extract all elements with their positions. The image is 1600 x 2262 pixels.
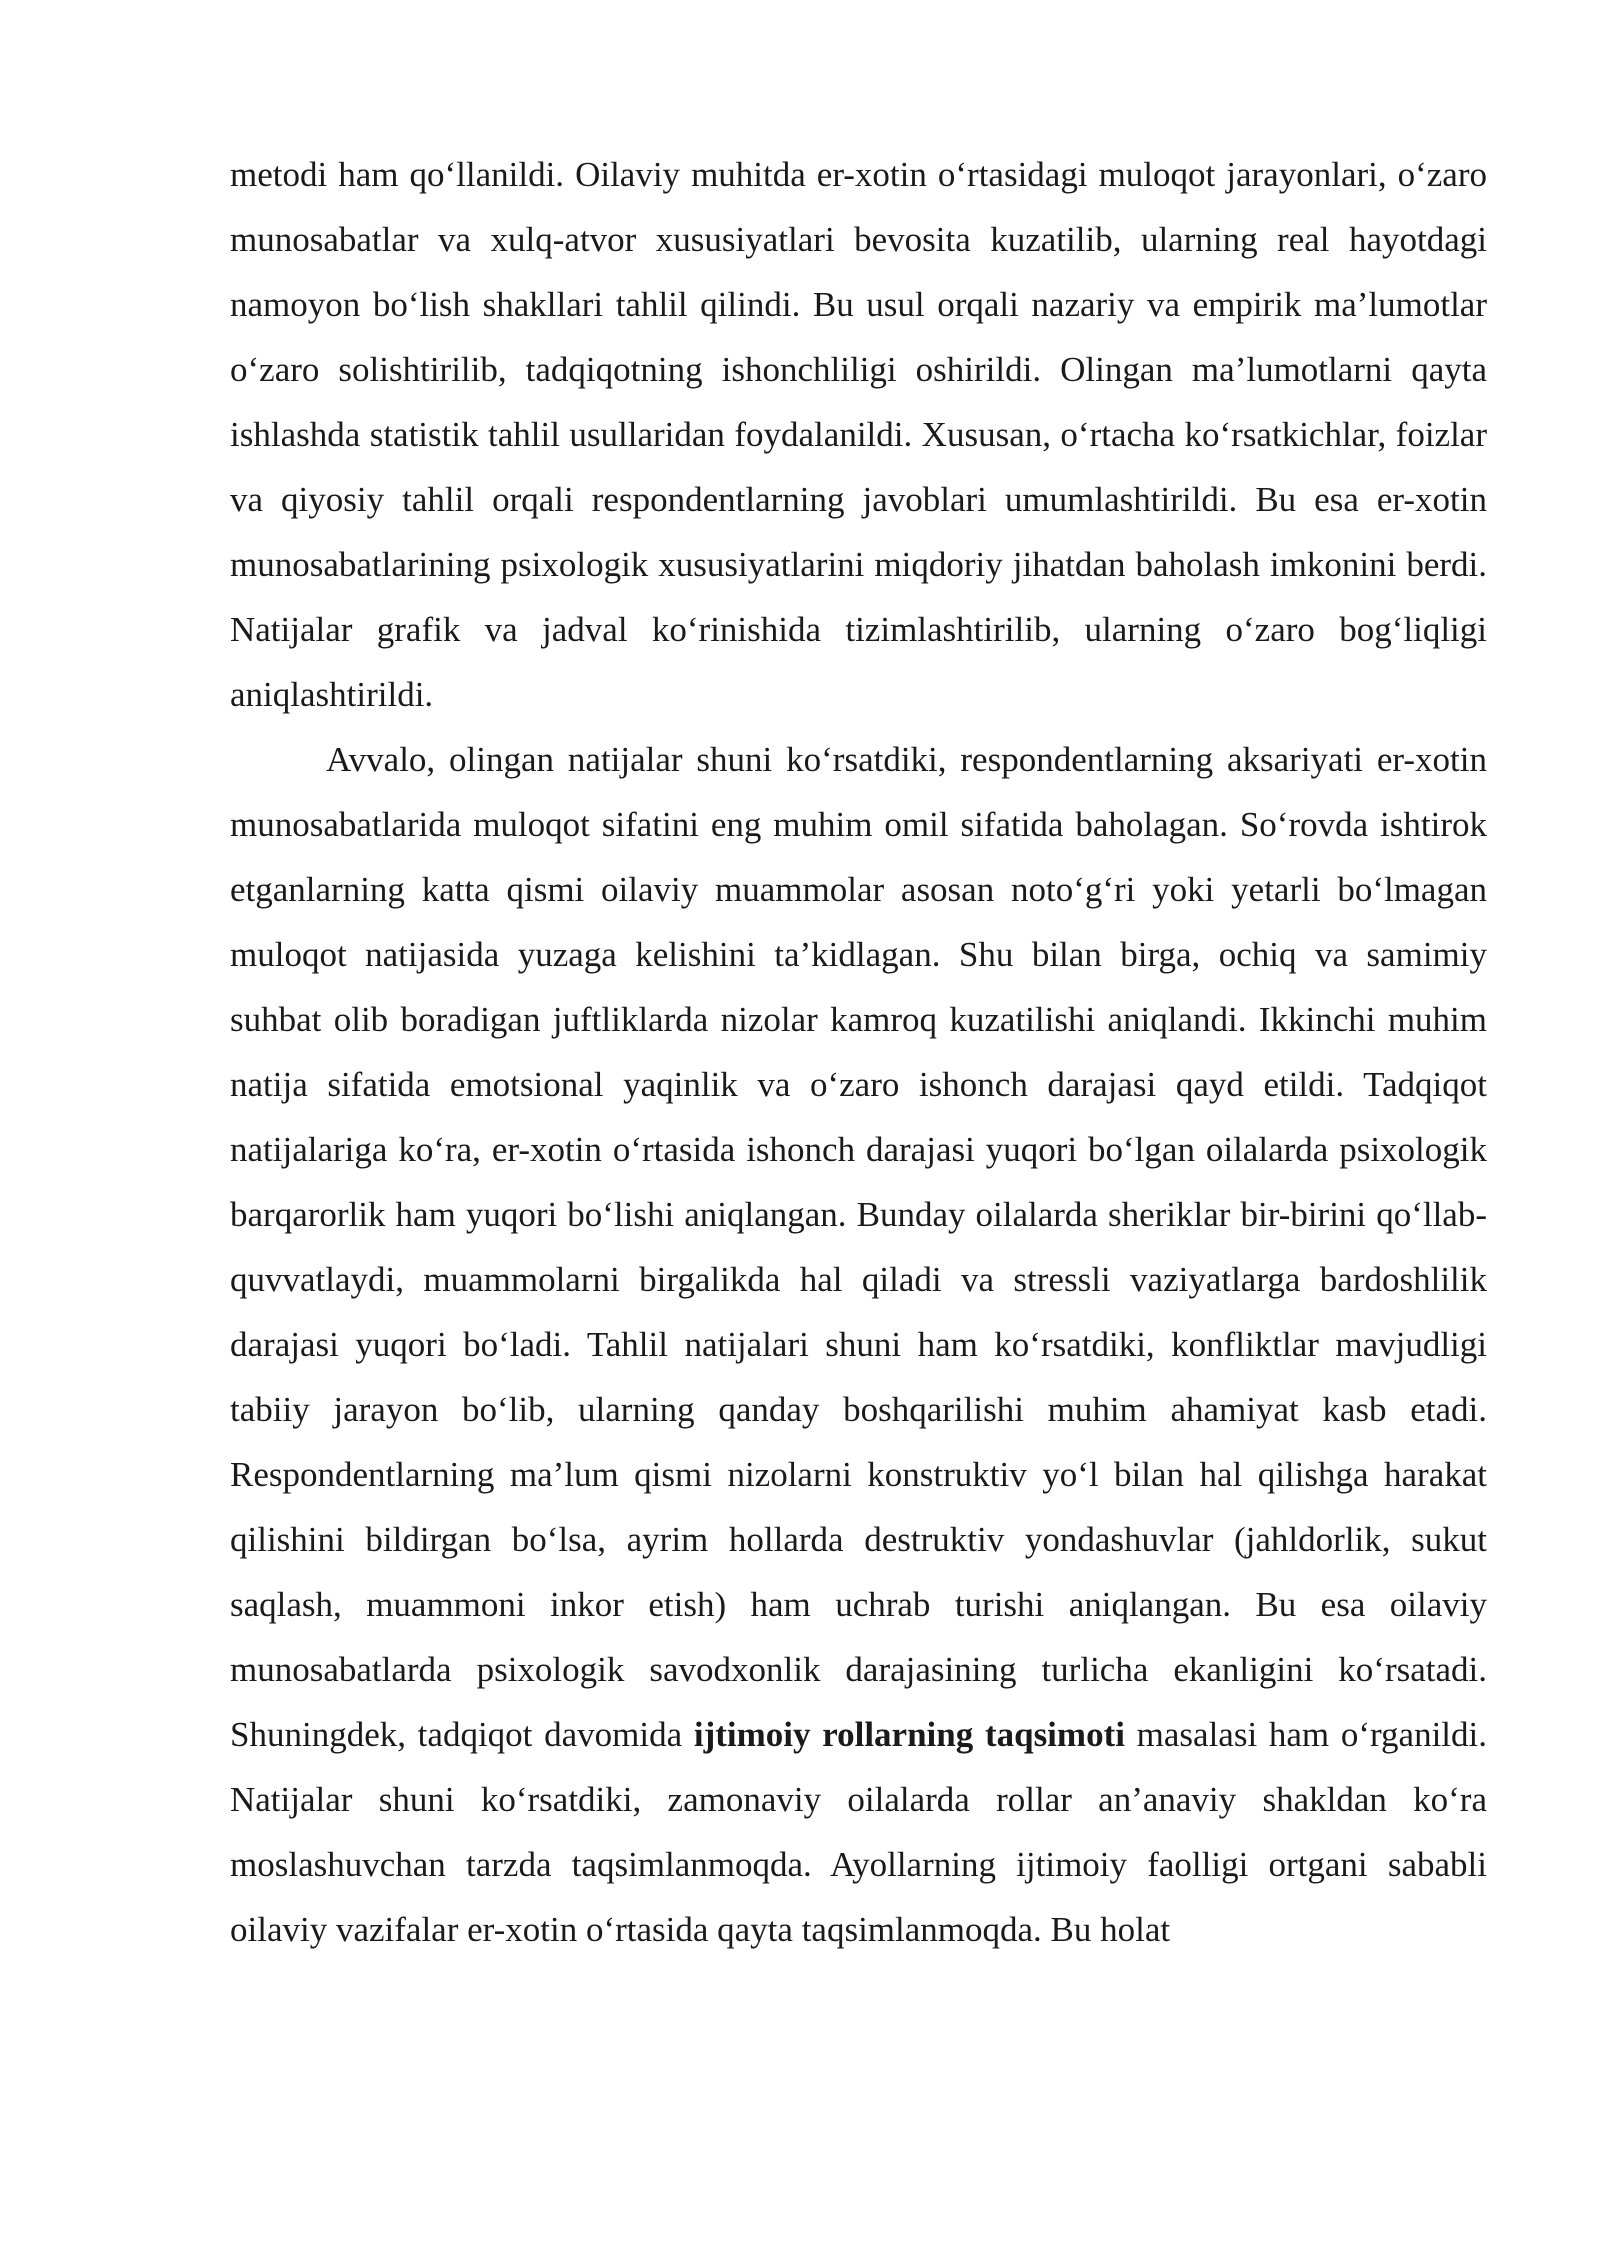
paragraph-methods: metodi ham qo‘llanildi. Oilaviy muhitda er-xotin o‘rtasidagi muloqot jarayonlari, o‘zaro munosabatlar va xulq-atvor xususiyatlari bevosita kuzatilib, ularning real hayotdagi namoyon bo‘lish shakllari tahlil qilindi. Bu usul orqali nazariy va empirik ma’lumotlar o‘zaro solishtirilib, tadqiqotning ishonchliligi oshirildi. Olingan ma’lumotlarni qayta ishlashda statistik tahlil usullaridan foydalanildi. Xususan, o‘rtacha ko‘rsatkichlar, foizlar va qiyosiy tahlil orqali respondentlarning javoblari umumlashtirildi. Bu esa er-xotin munosabatlarining psixologik xususiyatlarini miqdoriy jihatdan baholash imkonini berdi. Natijalar grafik va jadval ko‘rinishida tizimlashtirilib, ularning o‘zaro bog‘liqligi aniqlashtirildi. [230,155,1487,714]
paragraph-results-text-after: masalasi ham o‘rganildi. Natijalar shuni ko‘rsatdiki, zamonaviy oilalarda rollar an’anaviy shakldan ko‘ra moslashuvchan tarzda taqsimlanmoqda. Ayollarning ijtimoiy faolligi ortgani sababli oilaviy vazifalar er-xotin o‘rtasida qayta taqsimlanmoqda. Bu holat [230,1715,1487,1949]
body-text [230,142,1487,1962]
paragraph-results [230,727,1487,1962]
bold-phrase-social-roles: ijtimoiy rollarning taqsimoti [693,1715,1125,1754]
paragraph-results-text-before: Avvalo, olingan natijalar shuni ko‘rsatdiki, respondentlarning aksariyati er-xotin munosabatlarida muloqot sifatini eng muhim omil sifatida baholagan. So‘rovda ishtirok etganlarning katta qismi oilaviy muammolar asosan noto‘g‘ri yoki yetarli bo‘lmagan muloqot natijasida yuzaga kelishini ta’kidlagan. Shu bilan birga, ochiq va samimiy suhbat olib boradigan juftliklarda nizolar kamroq kuzatilishi aniqlandi. Ikkinchi muhim natija sifatida emotsional yaqinlik va o‘zaro ishonch darajasi qayd etildi. Tadqiqot natijalariga ko‘ra, er-xotin o‘rtasida ishonch darajasi yuqori bo‘lgan oilalarda psixologik barqarorlik ham yuqori bo‘lishi aniqlangan. Bunday oilalarda sheriklar bir-birini qo‘llab-quvvatlaydi, muammolarni birgalikda hal qiladi va stressli vaziyatlarga bardoshlilik darajasi yuqori bo‘ladi. Tahlil natijalari shuni ham ko‘rsatdiki, konfliktlar mavjudligi tabiiy jarayon bo‘lib, ularning qanday boshqarilishi muhim ahamiyat kasb etadi. Respondentlarning ma’lum qismi nizolarni konstruktiv yo‘l bilan hal qilishga harakat qilishini bildirgan bo‘lsa, ayrim hollarda destruktiv yondashuvlar (jahldorlik, sukut saqlash, muammoni inkor etish) ham uchrab turishi aniqlangan. Bu esa oilaviy munosabatlarda psixologik savodxonlik darajasining turlicha ekanligini ko‘rsatadi. Shuningdek, tadqiqot davomida [230,740,1487,1754]
